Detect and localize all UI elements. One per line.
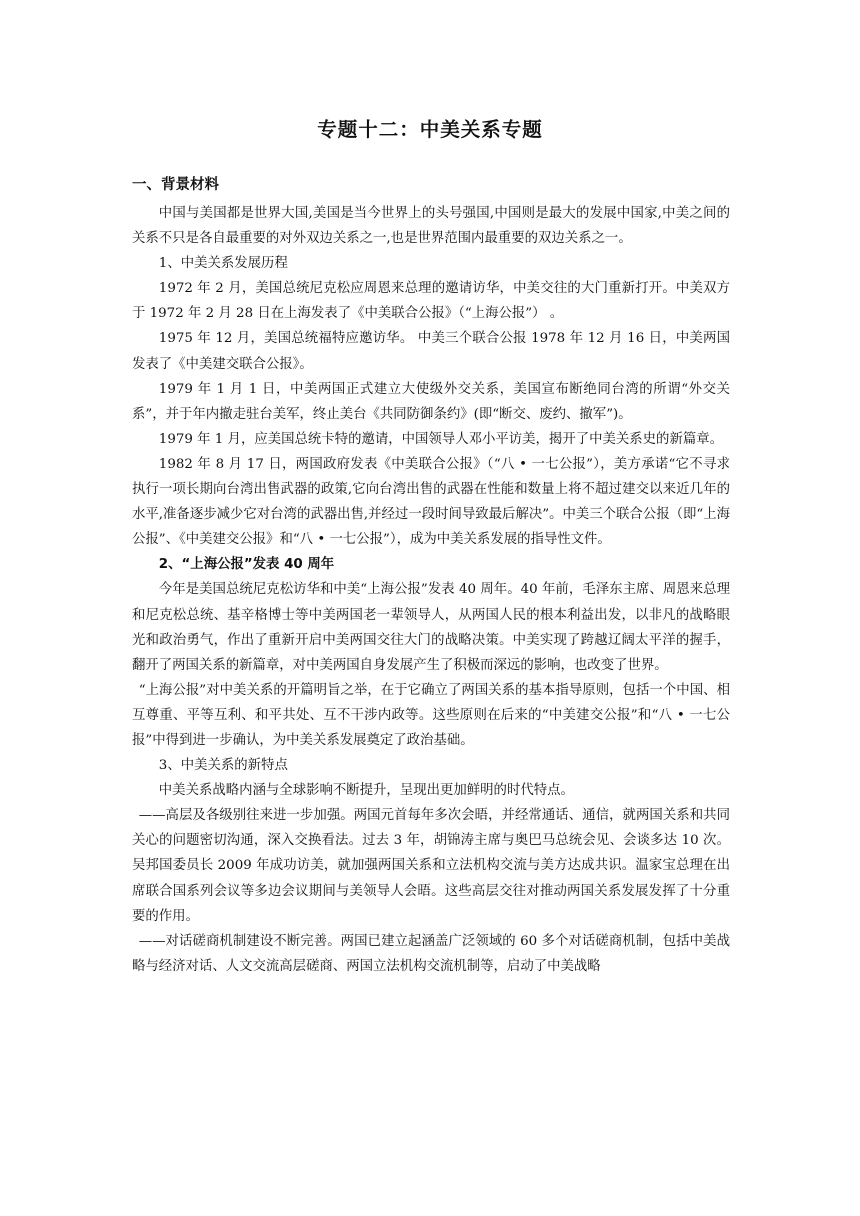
shanghai-paragraph-1: 今年是美国总统尼克松访华和中美“上海公报”发表 40 周年。40 年前，毛泽东主席、周恩来总理和尼克松总统、基辛格博士等中美两国老一辈领导人，从两国人民的根本利益出发，以非凡的战略眼光和政治勇气，作出了重新开启中美两国交往大门的战略决策。中美实现了跨越辽阔太平洋的握手，翻开了两国关系的新篇章，对中美两国自身发展产生了积极而深远的影响，也改变了世界。 [132, 582, 730, 673]
history-paragraph-5: 1982 年 8 月 17 日，两国政府发表《中美联合公报》（“八 • 一七公报”），美方承诺“它不寻求执行一项长期向台湾出售武器的政策,它向台湾出售的武器在性能和数量上将不超过建交以来近几年的水平,准备逐步减少它对台湾的武器出售,并经过一段时间导致最后解决”。中美三个联合公报（即“上海公报”、《中美建交公报》和“八 • 一七公报”），成为中美关系发展的指导性文件。 [132, 456, 730, 548]
document-body [132, 172, 730, 979]
new-features-point-1: ——高层及各级别往来进一步加强。两国元首每年多次会晤，并经常通话、通信，就两国关系和共同关心的问题密切沟通，深入交换看法。过去 3 年，胡锦涛主席与奥巴马总统会见、会谈多达 10 次。吴邦国委员长 2009 年成功访美，就加强两国关系和立法机构交流与美方达成共识。温家宝总理在出席联合国系列会议等多边会议期间与美领导人会晤。这些高层交往对推动两国关系发展发挥了十分重要的作用。 [132, 808, 730, 924]
history-paragraph-3: 1979 年 1 月 1 日，中美两国正式建立大使级外交关系，美国宣布断绝同台湾的所谓“外交关系”，并于年内撤走驻台美军，终止美台《共同防御条约》(即“断交、废约、撤军”)。 [132, 381, 730, 422]
history-paragraph-1: 1972 年 2 月，美国总统尼克松应周恩来总理的邀请访华，中美交往的大门重新打开。中美双方于 1972 年 2 月 28 日在上海发表了《中美联合公报》（“上海公报”） 。 [132, 281, 730, 322]
history-paragraph-2: 1975 年 12 月，美国总统福特应邀访华。 中美三个联合公报 1978 年 12 月 16 日，中美两国发表了《中美建交联合公报》。 [132, 331, 730, 372]
history-paragraph-4: 1979 年 1 月，应美国总统卡特的邀请，中国领导人邓小平访美，揭开了中美关系史的新篇章。 [158, 431, 724, 447]
new-features-intro: 中美关系战略内涵与全球影响不断提升，呈现出更加鲜明的时代特点。 [158, 783, 574, 799]
intro-paragraph: 中国与美国都是世界大国,美国是当今世界上的头号强国,中国则是最大的发展中国家,中美之间的关系不只是各自最重要的对外双边关系之一,也是世界范围内最重要的双边关系之一。 [132, 206, 730, 247]
section-heading-background: 一、背景材料 [132, 177, 219, 193]
page-title: 专题十二：中美关系专题 [317, 118, 543, 141]
subsection-heading-history: 1、中美关系发展历程 [158, 256, 288, 272]
subsection-heading-shanghai-communique: 2、“上海公报”发表 40 周年 [158, 557, 335, 573]
new-features-point-2: ——对话磋商机制建设不断完善。两国已建立起涵盖广泛领域的 60 多个对话磋商机制，包括中美战略与经济对话、人文交流高层磋商、两国立法机构交流机制等，启动了中美战略 [132, 933, 730, 974]
shanghai-paragraph-2: “上海公报”对中美关系的开篇明旨之举，在于它确立了两国关系的基本指导原则，包括一个中国、相互尊重、平等互利、和平共处、互不干涉内政等。这些原则在后来的“中美建交公报”和“八 • 一七公报”中得到进一步确认，为中美关系发展奠定了政治基础。 [132, 682, 730, 748]
subsection-heading-new-features: 3、中美关系的新特点 [158, 758, 288, 774]
